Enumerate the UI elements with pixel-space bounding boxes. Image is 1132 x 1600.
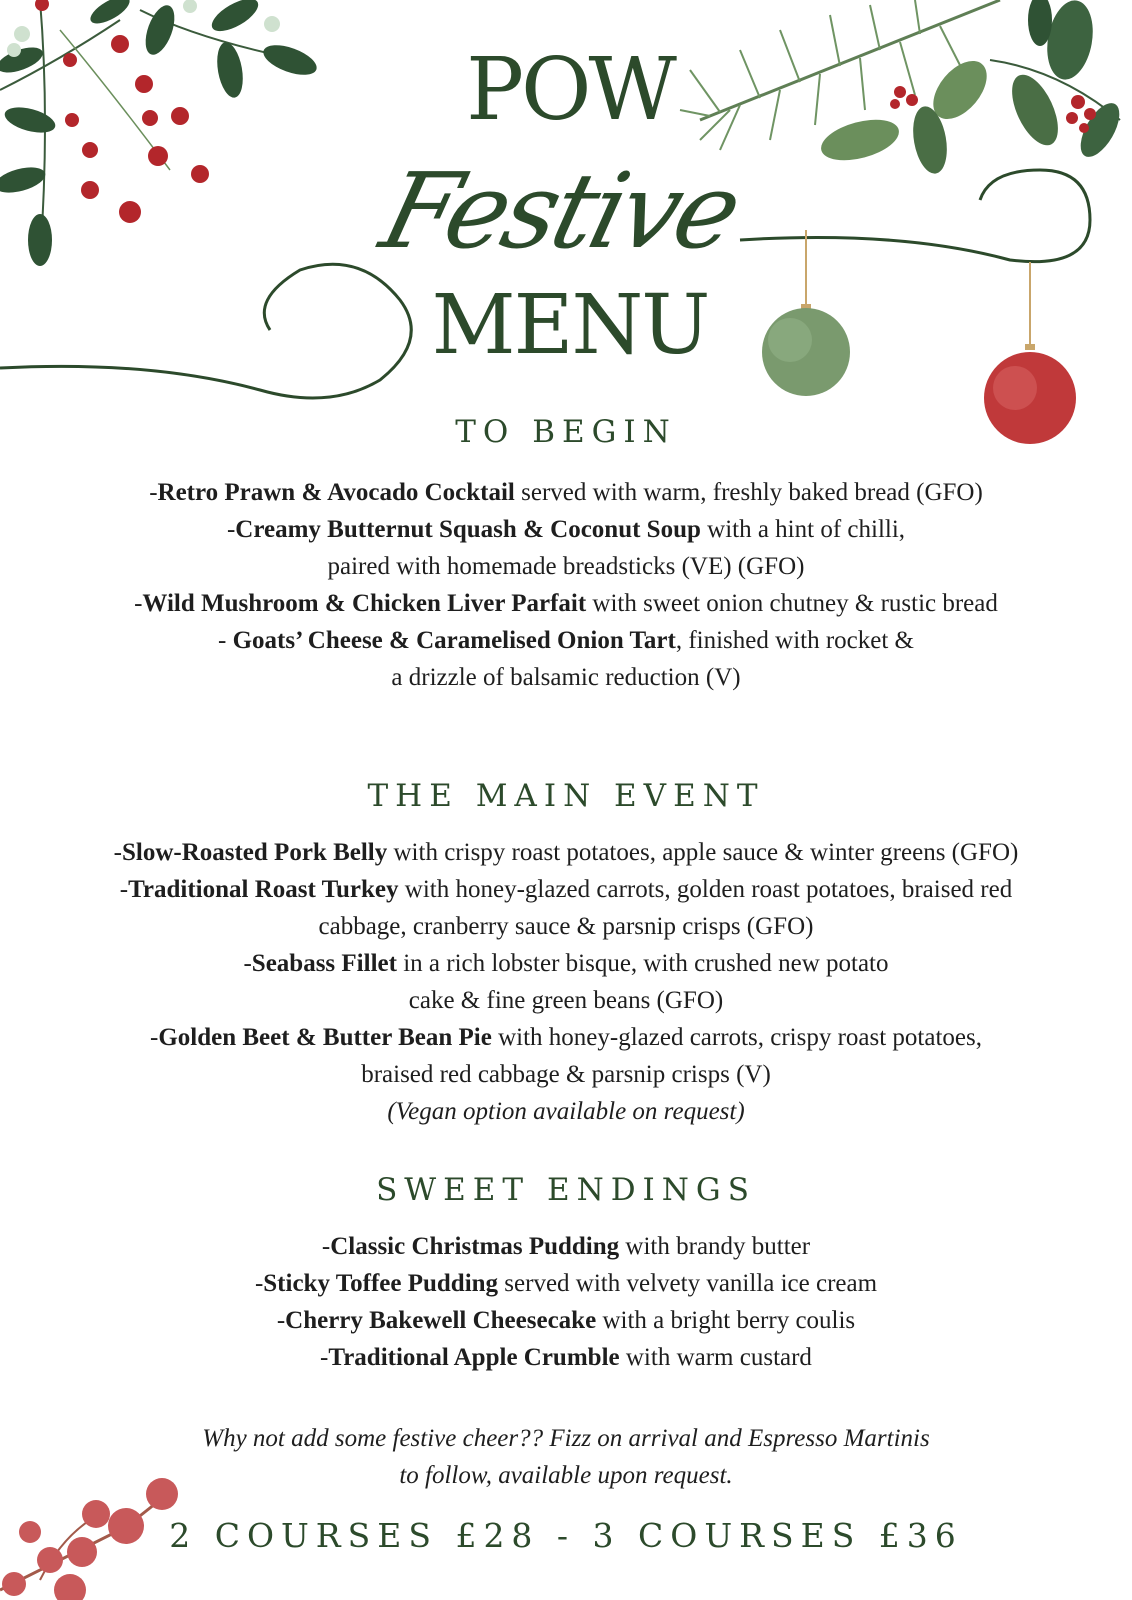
menu-item: - Goats’ Cheese & Caramelised Onion Tart, finished with rocket & bbox=[218, 627, 914, 654]
item-desc-cont: cake & fine green beans (GFO) bbox=[408, 987, 724, 1014]
menu-item: -Traditional Roast Turkey with honey-glazed carrots, golden roast potatoes, braised red bbox=[119, 876, 1013, 903]
item-name: Wild Mushroom & Chicken Liver Parfait bbox=[142, 590, 587, 617]
section-heading-starters: TO BEGIN bbox=[455, 414, 677, 450]
item-desc: with a bright berry coulis bbox=[596, 1307, 856, 1334]
item-desc-cont: cabbage, cranberry sauce & parsnip crisps (GFO) bbox=[318, 913, 814, 940]
menu-item: -Slow-Roasted Pork Belly with crispy roast potatoes, apple sauce & winter greens (GFO) bbox=[113, 839, 1019, 866]
item-name: Creamy Butternut Squash & Coconut Soup bbox=[235, 516, 701, 543]
menu-item: -Seabass Fillet in a rich lobster bisque, with crushed new potato bbox=[243, 950, 889, 977]
menu-item: -Creamy Butternut Squash & Coconut Soup with a hint of chilli, bbox=[226, 516, 906, 543]
menu-item: -Golden Beet & Butter Bean Pie with honey-glazed carrots, crispy roast potatoes, bbox=[150, 1024, 982, 1051]
item-name: Retro Prawn & Avocado Cocktail bbox=[157, 479, 515, 506]
item-desc: with a hint of chilli, bbox=[700, 516, 906, 543]
section-heading-desserts: SWEET ENDINGS bbox=[376, 1172, 756, 1208]
item-desc: served with velvety vanilla ice cream bbox=[498, 1270, 878, 1297]
cheer-line-1: Why not add some festive cheer?? Fizz on arrival and Espresso Martinis bbox=[202, 1425, 930, 1452]
vegan-note: (Vegan option available on request) bbox=[387, 1098, 745, 1125]
menu-item: -Retro Prawn & Avocado Cocktail served with warm, freshly baked bread (GFO) bbox=[149, 479, 983, 506]
menu-item: -Classic Christmas Pudding with brandy butter bbox=[321, 1233, 811, 1260]
menu-item: -Cherry Bakewell Cheesecake with a bright berry coulis bbox=[276, 1307, 856, 1334]
menu-item: -Sticky Toffee Pudding served with velvety vanilla ice cream bbox=[254, 1270, 878, 1297]
item-desc: with crispy roast potatoes, apple sauce & winter greens (GFO) bbox=[387, 839, 1019, 866]
cheer-line-2: to follow, available upon request. bbox=[399, 1462, 733, 1489]
item-desc-cont: braised red cabbage & parsnip crisps (V) bbox=[361, 1061, 771, 1088]
item-desc-cont: a drizzle of balsamic reduction (V) bbox=[391, 664, 741, 691]
holly-branch-icon bbox=[0, 0, 320, 266]
item-desc: with warm custard bbox=[619, 1344, 812, 1371]
item-desc: served with warm, freshly baked bread (GFO) bbox=[514, 479, 983, 506]
item-desc-cont: paired with homemade breadsticks (VE) (GFO) bbox=[327, 553, 805, 580]
item-desc: with honey-glazed carrots, crispy roast potatoes, bbox=[491, 1024, 982, 1051]
item-name: Golden Beet & Butter Bean Pie bbox=[158, 1024, 492, 1051]
mains-list bbox=[0, 834, 1132, 1130]
item-name: Slow-Roasted Pork Belly bbox=[121, 839, 388, 866]
title-menu: MENU bbox=[431, 278, 709, 373]
item-desc: with sweet onion chutney & rustic bread bbox=[586, 590, 998, 617]
starters-list bbox=[0, 474, 1132, 696]
menu-item: -Wild Mushroom & Chicken Liver Parfait with sweet onion chutney & rustic bread bbox=[134, 590, 998, 617]
title-pow: POW bbox=[466, 40, 674, 140]
item-name: Cherry Bakewell Cheesecake bbox=[285, 1307, 597, 1334]
section-heading-mains: THE MAIN EVENT bbox=[367, 778, 765, 814]
item-desc: , finished with rocket & bbox=[675, 627, 914, 654]
menu-item: -Traditional Apple Crumble with warm custard bbox=[320, 1344, 812, 1371]
item-name: Traditional Roast Turkey bbox=[128, 876, 399, 903]
item-name: Seabass Fillet bbox=[251, 950, 397, 977]
item-name: Classic Christmas Pudding bbox=[330, 1233, 620, 1260]
item-name: Goats’ Cheese & Caramelised Onion Tart bbox=[232, 627, 676, 654]
title-festive: Festive bbox=[370, 150, 750, 272]
item-desc: in a rich lobster bisque, with crushed new potato bbox=[396, 950, 889, 977]
item-name: Sticky Toffee Pudding bbox=[263, 1270, 499, 1297]
item-name: Traditional Apple Crumble bbox=[328, 1344, 620, 1371]
item-desc: with honey-glazed carrots, golden roast potatoes, braised red bbox=[398, 876, 1013, 903]
ornament-green-icon bbox=[762, 230, 850, 396]
item-desc: with brandy butter bbox=[619, 1233, 811, 1260]
desserts-list bbox=[0, 1228, 1132, 1376]
price-line: 2 COURSES £28 - 3 COURSES £36 bbox=[169, 1516, 963, 1555]
festive-cheer-note bbox=[0, 1420, 1132, 1494]
